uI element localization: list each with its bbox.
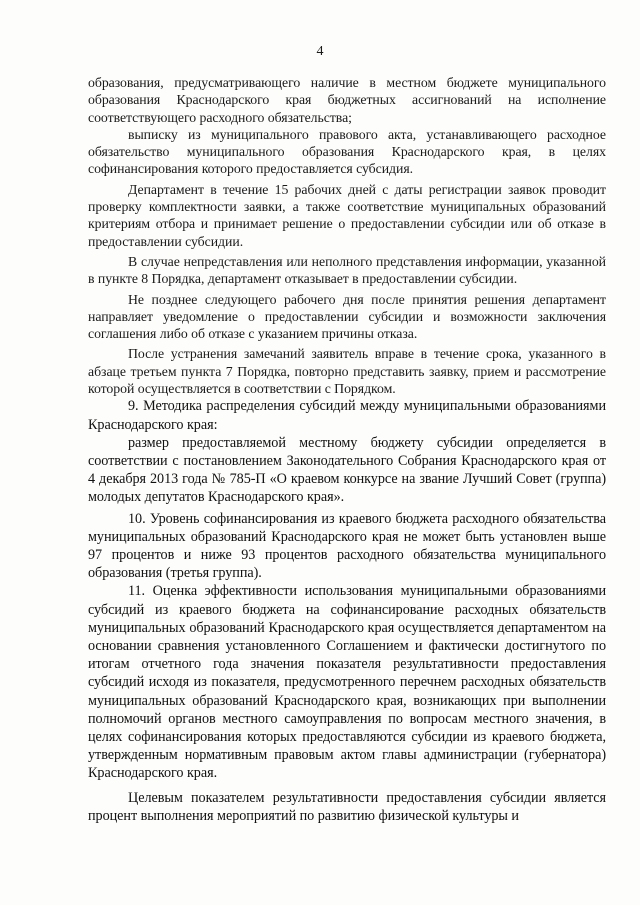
section-heading: 9. Методика распределения субсидий между муниципальными образованиями Краснодарского края: [88, 398, 606, 433]
paragraph: 10. Уровень софинансирования из краевого бюджета расходного обязательства муниципальных образований Краснодарского края не может быть установлен выше 97 процентов и ниже 93 процентов расходного обязательства муниципального образования (третья группа). [88, 510, 606, 582]
paragraph: Целевым показателем результативности предоставления субсидии является процент выполнения мероприятий по развитию физической культуры и [88, 789, 606, 824]
paragraph: Департамент в течение 15 рабочих дней с даты регистрации заявок проводит проверку комплектности заявки, а также соответствие муниципальных образований критериям отбора и принимает решение о предоставлении субсидии или об отказе в предоставлении субсидии. [88, 181, 606, 249]
paragraph: В случае непредставления или неполного представления информации, указанной в пункте 8 Порядка, департамент отказывает в предоставлении субсидии. [88, 253, 606, 287]
document-body [88, 74, 606, 825]
paragraph: 11. Оценка эффективности использования муниципальными образованиями субсидий из краевого бюджета на софинансирование расходных обязательств муниципальных образований Краснодарского края осуществляется департаментом на основании сравнения установленного Соглашением и фактически достигнутого по итогам отчетного года значения показателя результативности предоставления субсидий исходя из показателя, предусмотренного перечнем расходных обязательств муниципальных образований Краснодарского края, возникающих при выполнении полномочий органов местного самоуправления по вопросам местного значения, в целях софинансирования которых предоставляются субсидии из краевого бюджета, утвержденным нормативным правовым актом главы администрации (губернатора) Краснодарского края. [88, 583, 606, 782]
paragraph: После устранения замечаний заявитель вправе в течение срока, указанного в абзаце третьем пункта 7 Порядка, повторно представить заявку, прием и рассмотрение которой осуществляется в соответствии с Порядком. [88, 346, 606, 397]
paragraph: выписку из муниципального правового акта, устанавливающего расходное обязательство муниципального образования Краснодарского края, в целях софинансирования которого предоставляется субсидия. [88, 126, 606, 177]
paragraph: размер предоставляемой местному бюджету субсидии определяется в соответствии с постановлением Законодательного Собрания Краснодарского края от 4 декабря 2013 года № 785-П «О краевом конкурсе на звание Лучший Совет (группа) молодых депутатов Краснодарского края». [88, 434, 606, 506]
paragraph: образования, предусматривающего наличие в местном бюджете муниципального образования Краснодарского края бюджетных ассигнований на исполнение соответствующего расходного обязательства; [88, 75, 606, 125]
paragraph: Не позднее следующего рабочего дня после принятия решения департамент направляет уведомление о предоставлении субсидии и возможности заключения соглашения либо об отказе с указанием причины отказа. [88, 291, 606, 342]
page-number: 4 [316, 44, 324, 59]
